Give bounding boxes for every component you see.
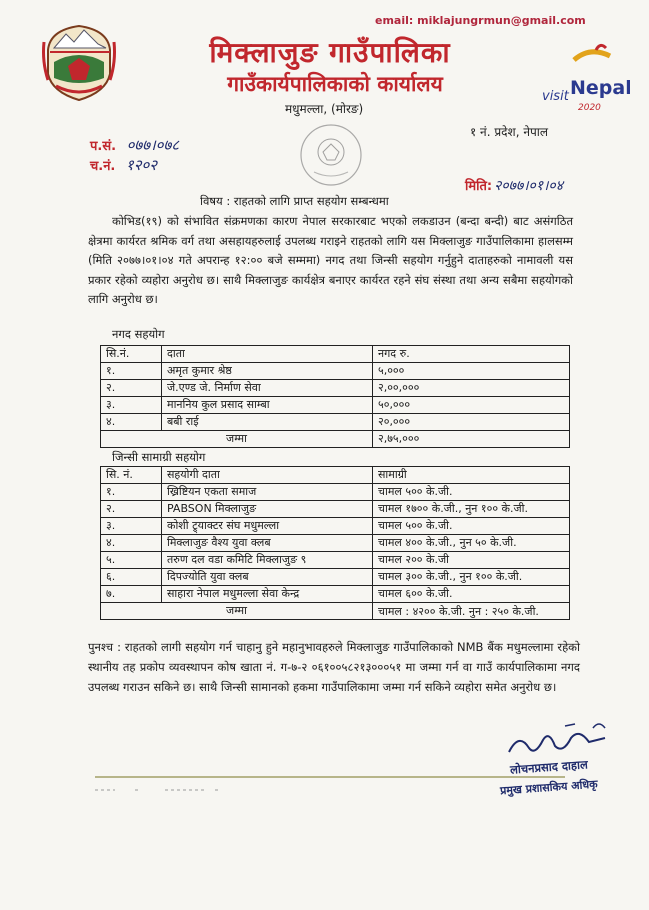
table-total-row xyxy=(101,603,570,620)
table-cell: माननिय कुल प्रसाद साम्बा xyxy=(162,397,373,414)
table-cell: ३. xyxy=(101,518,162,535)
office-subtitle: गाउँकार्यपालिकाको कार्यालय xyxy=(227,72,443,96)
table-cell: चामल १७०० के.जी., नुन १०० के.जी. xyxy=(373,501,570,518)
table-row xyxy=(101,380,570,397)
letter-date xyxy=(465,176,563,195)
table-row xyxy=(101,501,570,518)
letter-body xyxy=(88,212,573,310)
table-cell: ५०,००० xyxy=(373,397,570,414)
table-cell: चामल ५०० के.जी. xyxy=(373,518,570,535)
table-cell: २०,००० xyxy=(373,414,570,431)
table-row xyxy=(101,363,570,380)
total-value: २,७५,००० xyxy=(373,431,570,448)
table-cell: PABSON मिक्लाजुङ xyxy=(162,501,373,518)
nepal-text: Nepal xyxy=(570,77,630,99)
header-cell: दाता xyxy=(162,346,373,363)
table-row xyxy=(101,397,570,414)
table-cell: १. xyxy=(101,484,162,501)
table-header-row xyxy=(101,467,570,484)
table-row xyxy=(101,552,570,569)
year-text: 2020 xyxy=(578,103,601,113)
total-value: चामल : ४२०० के.जी. नुन : २५० के.जी. xyxy=(373,603,570,620)
table-cell: १. xyxy=(101,363,162,380)
dispatch-number xyxy=(90,155,157,175)
ps-label: प.सं. xyxy=(90,139,117,154)
table-row xyxy=(101,535,570,552)
footer-text xyxy=(95,786,235,796)
table-cell: ख्रिष्टियन एकता समाज xyxy=(162,484,373,501)
table-cell: ३. xyxy=(101,397,162,414)
province: १ नं. प्रदेश, नेपाल xyxy=(470,125,549,139)
table-row xyxy=(101,414,570,431)
signature xyxy=(505,718,615,760)
table-cell: कोशी ट्र्याक्टर संघ मधुमल्ला xyxy=(162,518,373,535)
header-cell: सामाग्री xyxy=(373,467,570,484)
table-cell: मिक्लाजुङ वैश्य युवा क्लब xyxy=(162,535,373,552)
body-paragraph: कोभिड(१९) को संभावित संक्रमणका कारण नेपाल सरकारबाट भएको लकडाउन (बन्दा बन्दी) बाट असंगठित क्षेत्रमा कार्यरत श्रमिक वर्ग तथा असहायहरुलाई उपलब्ध गराइने राहतको लागि यस मिक्लाजुङ गाउँपालिकामा हालसम्म (मिति २०७७।०१।०४ गते अपरान्ह १२:०० बजे सम्ममा) नगद तथा जिन्सी सहयोग गर्नुहुने दाताहरुको नामावली यस प्रकार रहेको व्यहोरा अनुरोध छ। साथै मिक्लाजुङ कार्यक्षेत्र बनाएर कार्यरत रहने संघ संस्था तथा अन्य सबैमा सहयोगको लागि अनुरोध छ। xyxy=(88,214,573,306)
ps-value: ०७७।०७८ xyxy=(126,136,180,154)
total-label: जम्मा xyxy=(101,603,373,620)
header-cell: नगद रु. xyxy=(373,346,570,363)
total-label: जम्मा xyxy=(101,431,373,448)
visit-text: visit xyxy=(542,89,569,104)
table-cell: जे.एण्ड जे. निर्माण सेवा xyxy=(162,380,373,397)
date-label: मिति: xyxy=(465,179,493,194)
table-cell: ४. xyxy=(101,414,162,431)
table-cell: बबी राई xyxy=(162,414,373,431)
table-row xyxy=(101,569,570,586)
table-cell: चामल ५०० के.जी. xyxy=(373,484,570,501)
table-header-row xyxy=(101,346,570,363)
kind-heading: जिन्सी सामाग्री सहयोग xyxy=(112,450,206,464)
cash-table xyxy=(100,345,570,448)
kind-table xyxy=(100,466,570,620)
table-cell: ७. xyxy=(101,586,162,603)
table-cell: ५,००० xyxy=(373,363,570,380)
office-stamp xyxy=(296,120,366,190)
table-cell: दिपज्योति युवा क्लब xyxy=(162,569,373,586)
postscript: पुनश्च : राहतको लागी सहयोग गर्न चाहानु हुने महानुभावहरुले मिक्लाजुङ गाउँपालिकाको NMB बैंक मधुमल्लामा रहेको स्थानीय तह प्रकोप व्यवस्थापन कोष खाता नं. ग-७-२ ०६१००५८२१३०००५१ मा जम्मा गर्न वा गाउँ कार्यपालिकामा नगद उपलब्ध गराउन सकिने छ। साथै जिन्सी सामानको हकमा गाउँपालिकामा जम्मा गर्न सकिने व्यहोरा समेत अनुरोध छ। xyxy=(88,640,580,694)
letter-number xyxy=(90,135,179,155)
table-cell: ६. xyxy=(101,569,162,586)
municipality-title: मिक्लाजुङ गाउँपालिका xyxy=(209,36,451,69)
table-cell: २,००,००० xyxy=(373,380,570,397)
footer-divider xyxy=(95,776,565,778)
table-row xyxy=(101,586,570,603)
table-row xyxy=(101,484,570,501)
cn-label: च.नं. xyxy=(90,159,116,174)
cn-value: १२०२ xyxy=(125,156,158,174)
header-cell: सि.नं. xyxy=(101,346,162,363)
date-value: २०७७।०१।०४ xyxy=(494,178,563,194)
header-cell: सि. नं. xyxy=(101,467,162,484)
table-cell: चामल ६०० के.जी. xyxy=(373,586,570,603)
table-cell: तरुण दल वडा कमिटि मिक्लाजुङ ९ xyxy=(162,552,373,569)
table-cell: अमृत कुमार श्रेष्ठ xyxy=(162,363,373,380)
table-cell: ५. xyxy=(101,552,162,569)
signatory-name: लोचनप्रसाद दाहाल xyxy=(509,757,589,777)
table-cell: चामल २०० के.जी xyxy=(373,552,570,569)
table-row xyxy=(101,518,570,535)
email: email: miklajungrmun@gmail.com xyxy=(375,14,586,27)
table-cell: २. xyxy=(101,501,162,518)
emblem-logo xyxy=(40,22,118,104)
signatory-title: प्रमुख प्रशासकिय अधिकृ xyxy=(499,777,599,798)
cash-heading: नगद सहयोग xyxy=(112,327,165,341)
table-cell: चामल ३०० के.जी., नुन १०० के.जी. xyxy=(373,569,570,586)
table-cell: ४. xyxy=(101,535,162,552)
table-cell: साहारा नेपाल मधुमल्ला सेवा केन्द्र xyxy=(162,586,373,603)
visit-nepal-logo xyxy=(540,40,630,120)
subject-line: विषय : राहतको लागि प्राप्त सहयोग सम्बन्धमा xyxy=(200,194,389,208)
header-cell: सहयोगी दाता xyxy=(162,467,373,484)
table-cell: २. xyxy=(101,380,162,397)
place-name: मधुमल्ला, (मोरङ) xyxy=(285,102,364,116)
table-cell: चामल ४०० के.जी., नुन ५० के.जी. xyxy=(373,535,570,552)
table-total-row xyxy=(101,431,570,448)
